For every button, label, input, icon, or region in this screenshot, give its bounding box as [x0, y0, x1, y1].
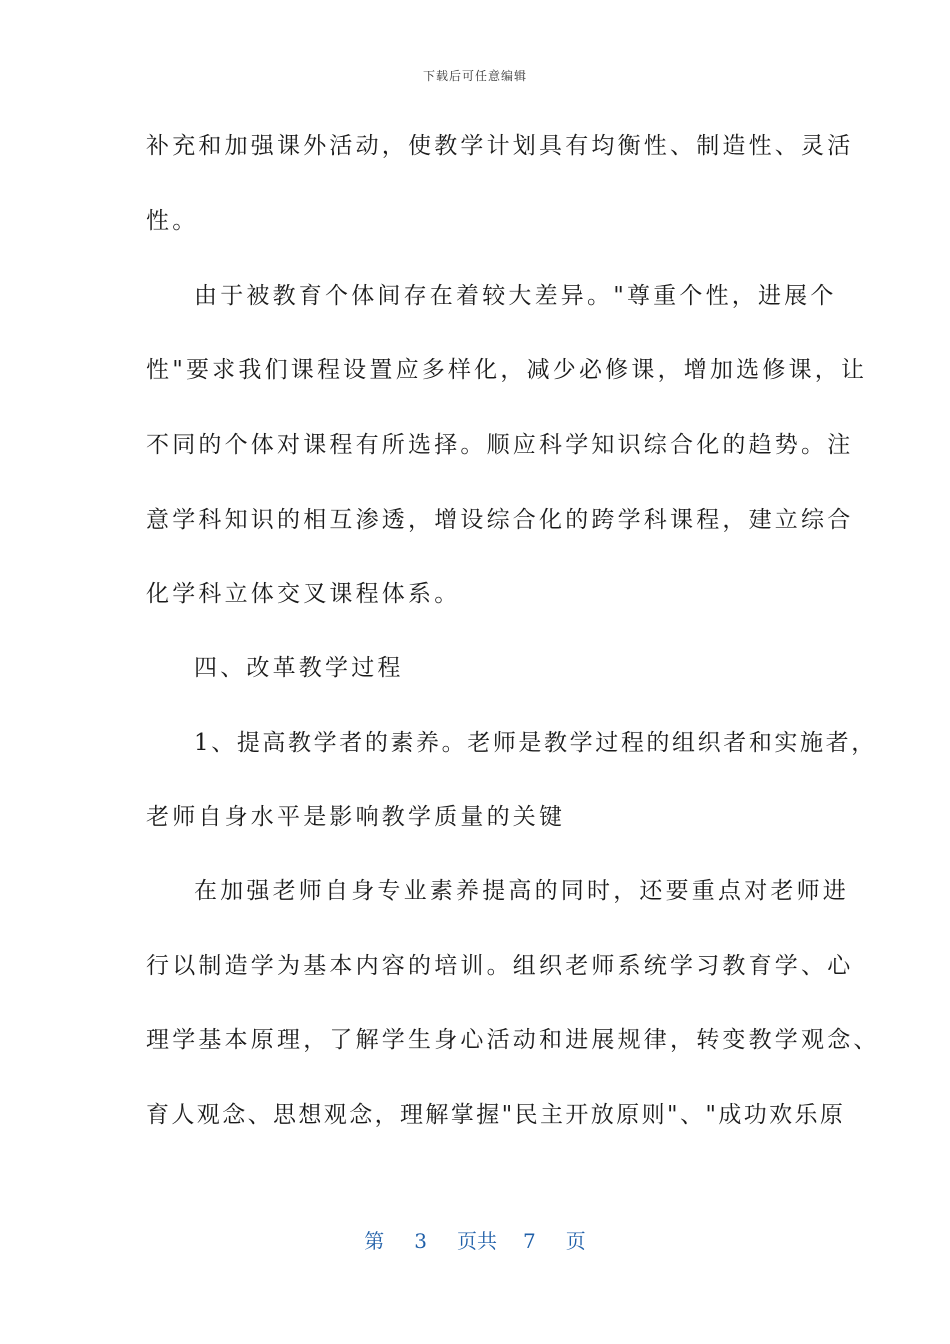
page-footer [0, 1225, 950, 1254]
text-line: 行以制造学为基本内容的培训。组织老师系统学习教育学、心 [146, 953, 854, 979]
text-line: 性"要求我们课程设置应多样化，减少必修课，增加选修课，让 [146, 357, 868, 383]
text-line: 性。 [146, 208, 199, 234]
text-line: 理学基本原理，了解学生身心活动和进展规律，转变教学观念、 [146, 1027, 880, 1053]
footer-ye: 页 [565, 1229, 586, 1253]
text-line: 意学科知识的相互渗透，增设综合化的跨学科课程，建立综合 [146, 507, 854, 533]
text-line: 化学科立体交叉课程体系。 [146, 581, 461, 607]
text-line: 补充和加强课外活动，使教学计划具有均衡性、制造性、灵活 [146, 133, 854, 159]
text-line: 老师自身水平是影响教学质量的关键 [146, 804, 566, 830]
text-line: 在加强老师自身专业素养提高的同时，还要重点对老师进 [194, 878, 849, 904]
footer-page-number: 3 [414, 1229, 427, 1253]
text-line: 不同的个体对课程有所选择。顺应科学知识综合化的趋势。注 [146, 432, 854, 458]
section-heading: 四、改革教学过程 [194, 655, 404, 681]
footer-ye-gong: 页共 [457, 1229, 497, 1253]
header-note: 下载后可任意编辑 [422, 69, 527, 83]
text-line: 1、提高教学者的素养。老师是教学过程的组织者和实施者， [194, 730, 877, 756]
footer-di: 第 [364, 1229, 385, 1253]
text-line: 育人观念、思想观念，理解掌握"民主开放原则"、"成功欢乐原 [146, 1102, 846, 1128]
text-line: 由于被教育个体间存在着较大差异。"尊重个性，进展个 [194, 283, 837, 309]
footer-total-pages: 7 [523, 1229, 536, 1253]
